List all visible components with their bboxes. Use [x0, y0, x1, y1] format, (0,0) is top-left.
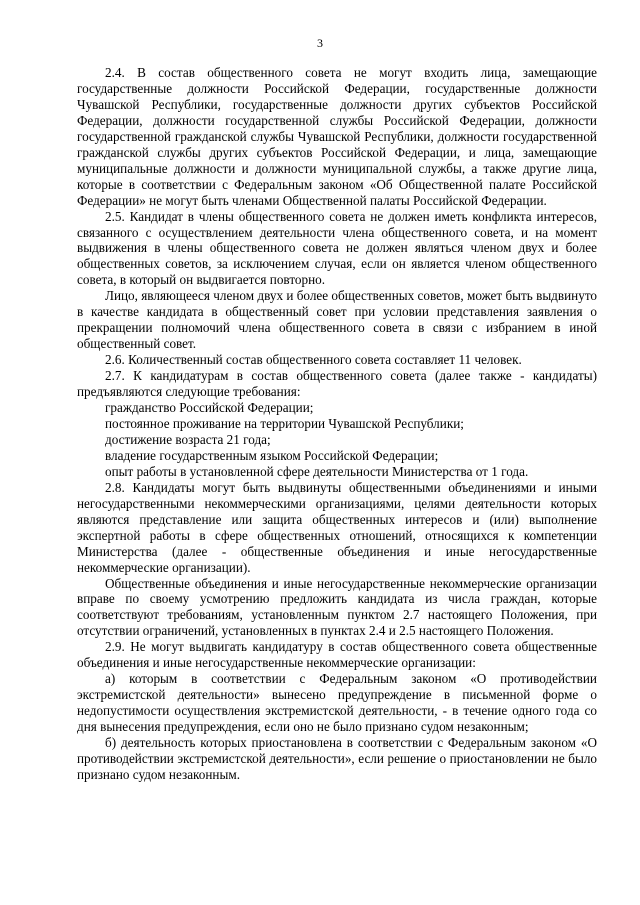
requirement-item: владение государственным языком Российской Федерации;	[105, 447, 439, 463]
paragraph-2-7: 2.7. К кандидатурам в состав общественного совета (далее также - кандидаты) предъявляются следующие требования:	[77, 368, 597, 400]
requirement-item: постоянное проживание на территории Чувашской Республики;	[105, 415, 464, 431]
paragraph-2-8-continued: Общественные объединения и иные негосударственные некоммерческие организации вправе по своему усмотрению предложить кандидата из числа граждан, которые соответствуют требованиям, установленным пунктом 2.7 настоящего Положения, при отсутствии ограничений, установленных в пунктах 2.4 и 2.5 настоящего Положения.	[77, 575, 597, 639]
requirement-item: гражданство Российской Федерации;	[105, 400, 314, 416]
paragraph-2-8: 2.8. Кандидаты могут быть выдвинуты общественными объединениями и иными негосударственными некоммерческими организациями, целями деятельности которых являются представление или защита общественных интересов и (или) выполнение экспертной работы в сфере общественных отношений, относящихся к компетенции Министерства (далее - общественные объединения и иные негосударственные некоммерческие организации).	[77, 479, 597, 575]
document-body	[77, 65, 597, 783]
paragraph-2-5-continued: Лицо, являющееся членом двух и более общественных советов, может быть выдвинуто в качестве кандидата в общественный совет при условии представления заявления о прекращении полномочий члена общественного совета в связи с избранием в иной общественный совет.	[77, 288, 598, 352]
page-number: 3	[317, 36, 323, 50]
paragraph-2-5: 2.5. Кандидат в члены общественного совета не должен иметь конфликта интересов, связанного с осуществлением деятельности члена общественного совета, и на момент выдвижения в члены общественного совета не должен являться членом двух и более общественных советов, за исключением случая, если он является членом общественного совета, в который он выдвигается повторно.	[77, 208, 597, 288]
paragraph-2-9-item-a: а) которым в соответствии с Федеральным законом «О противодействии экстремистской деятельности» вынесено предупреждение в письменной форме о недопустимости осуществления экстремистской деятельности, - в течение одного года со дня вынесения предупреждения, если оно не было признано судом незаконным;	[77, 671, 597, 735]
paragraph-2-6: 2.6. Количественный состав общественного совета составляет 11 человек.	[105, 352, 522, 368]
requirement-item: опыт работы в установленной сфере деятельности Министерства от 1 года.	[105, 463, 529, 479]
paragraph-2-9-item-b: б) деятельность которых приостановлена в соответствии с Федеральным законом «О противодействии экстремистской деятельности», если решение о приостановлении не было признано судом незаконным.	[77, 735, 597, 782]
paragraph-2-4: 2.4. В состав общественного совета не могут входить лица, замещающие государственные должности Российской Федерации, государственные должности Чувашской Республики, государственные должности других субъектов Российской Федерации, должности государственной службы Российской Федерации, должности государственной гражданской службы Чувашской Республики, должности государственной гражданской службы других субъектов Российской Федерации, и лица, замещающие муниципальные должности и должности муниципальной службы, а также другие лица, которые в соответствии с Федеральным законом «Об Общественной палате Российской Федерации» не могут быть членами Общественной палаты Российской Федерации.	[77, 65, 597, 208]
requirement-item: достижение возраста 21 года;	[105, 431, 271, 447]
paragraph-2-9: 2.9. Не могут выдвигать кандидатуру в состав общественного совета общественные объединения и иные негосударственные некоммерческие организации:	[77, 639, 597, 671]
